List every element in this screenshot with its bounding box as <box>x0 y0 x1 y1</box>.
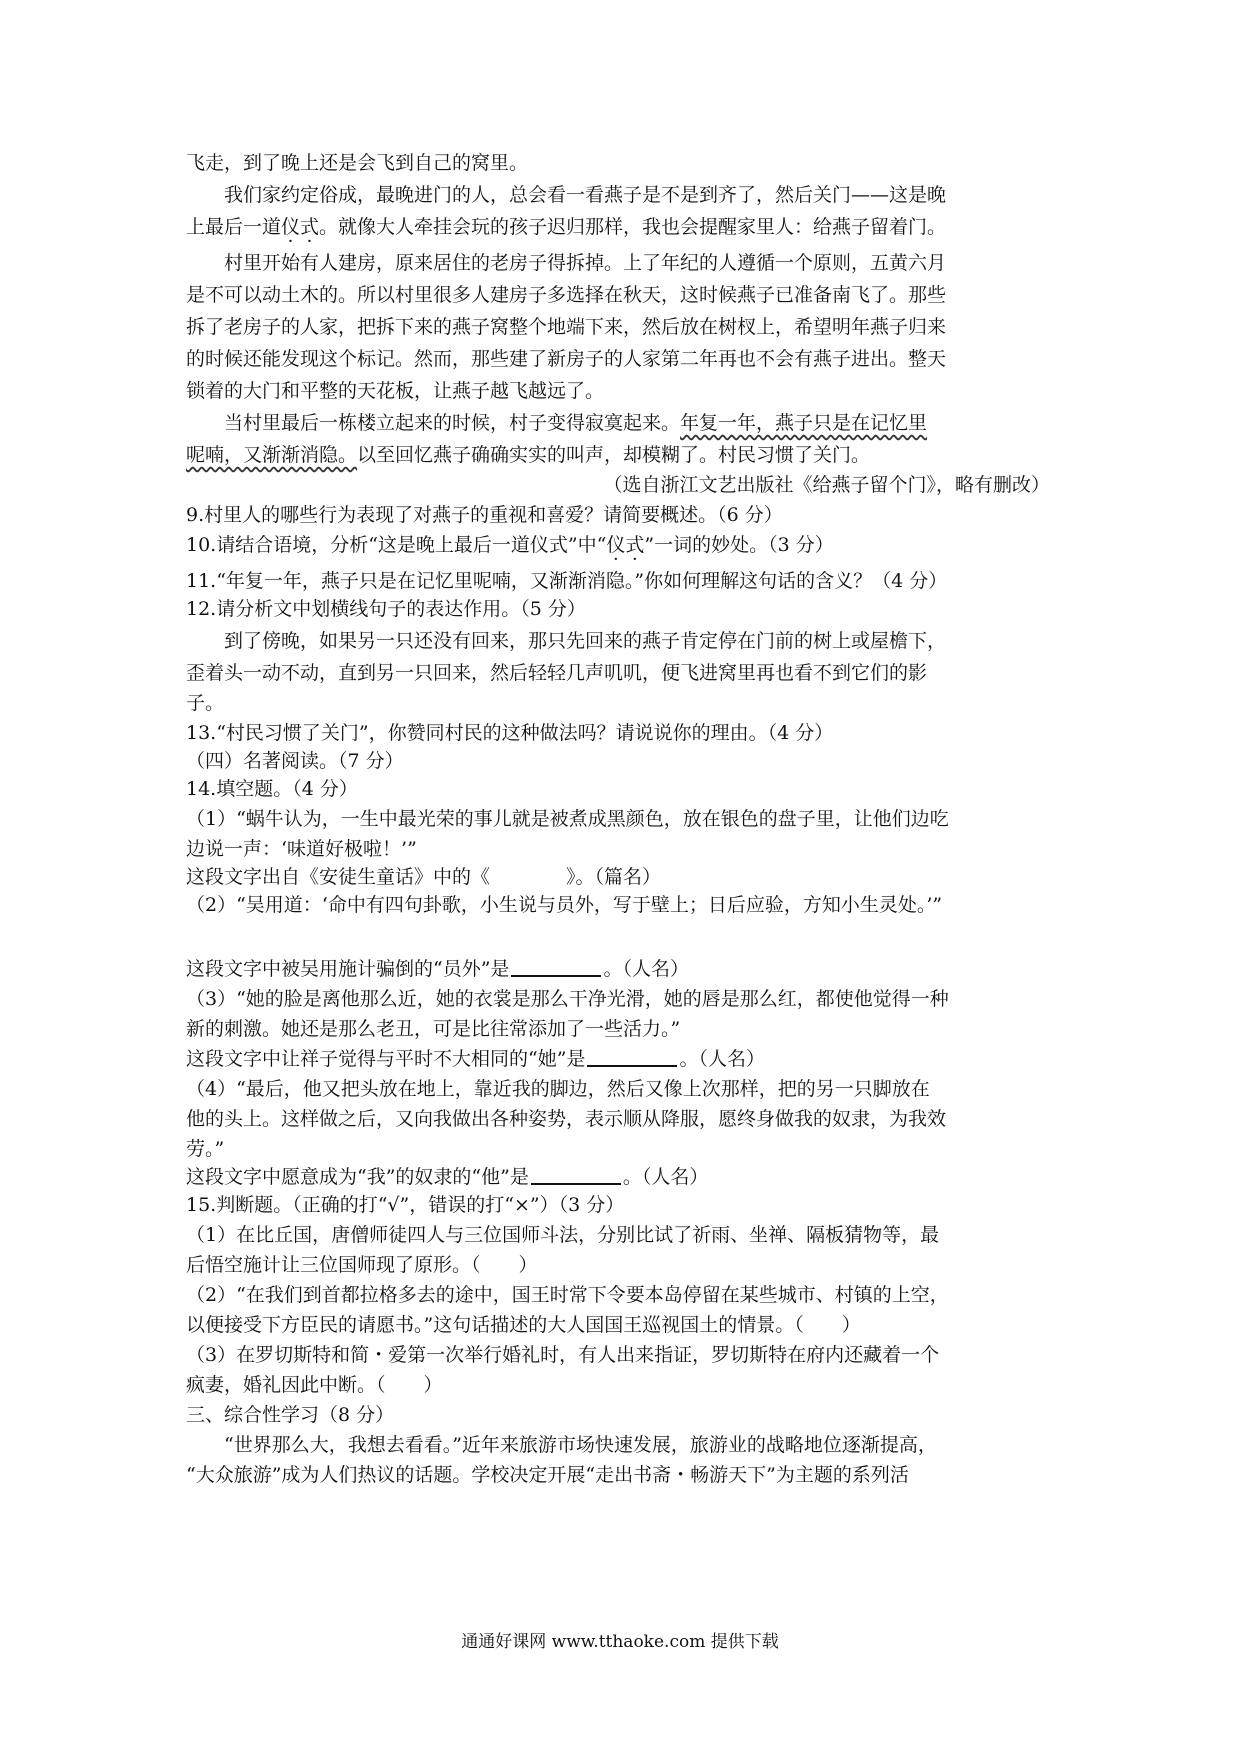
passage-line: 是不可以动土木的。所以村里很多人建房子多选择在秋天，这时候燕子已准备南飞了。那些 <box>186 284 947 306</box>
emphasis-char: 仪 <box>281 216 301 238</box>
passage-line: 飞走，到了晚上还是会飞到自己的窝里。 <box>186 152 529 174</box>
question-14-4: 劳。” <box>186 1138 225 1160</box>
question-15-1: 后悟空施计让三位国师现了原形。（ ） <box>186 1254 538 1276</box>
question-14-3: （3）“她的脸是离他那么近，她的衣裳是那么干净光滑，她的唇是那么红，都使他觉得一种 <box>186 988 949 1010</box>
passage-line: 村里开始有人建房，原来居住的老房子得拆掉。上了年纪的人遵循一个原则，五黄六月 <box>224 252 947 274</box>
passage-line: 拆了老房子的人家，把拆下来的燕子窝整个地端下来，然后放在树杈上，希望明年燕子归来 <box>186 316 947 338</box>
answer-blank[interactable] <box>531 1165 621 1185</box>
question-14-3: 新的刺激。她还是那么老丑，可是比往常添加了一些活力。” <box>186 1018 681 1040</box>
question-10 <box>186 532 834 558</box>
underlined-sentence: 年复一年，燕子只是在记忆里 <box>680 412 928 434</box>
question-14: 14.填空题。（4 分） <box>186 778 358 800</box>
text-span: 。（人名） <box>603 958 689 980</box>
question-14-1: 边说一声：‘味道好极啦！’” <box>186 838 417 860</box>
passage-line <box>186 410 927 436</box>
underlined-sentence: 呢喃，又渐渐消隐。 <box>186 444 358 466</box>
question-15-3: 疯妻，婚礼因此中断。（ ） <box>186 1374 443 1396</box>
question-14-4: 他的头上。这样做之后，又向我做出各种姿势，表示顺从降服，愿终身做我的奴隶，为我效 <box>186 1108 947 1130</box>
question-11: 11.“年复一年，燕子只是在记忆里呢喃，又渐渐消隐。”你如何理解这句话的含义？（4 分） <box>186 570 948 592</box>
inserted-paragraph: 子。 <box>186 692 225 714</box>
question-15: 15.判断题。（正确的打“√”，错误的打“×”）（3 分） <box>186 1194 625 1216</box>
text-span: ”一词的妙处。（3 分） <box>644 534 834 556</box>
passage-line: 我们家约定俗成，最晚进门的人，总会看一看燕子是不是到齐了，然后关门——这是晚 <box>224 184 947 206</box>
answer-blank[interactable] <box>587 1047 677 1067</box>
section-heading: 三、综合性学习（8 分） <box>186 1404 395 1426</box>
question-14-2 <box>186 956 689 982</box>
text-span: 这段文字中让祥子觉得与平时不大相同的“她”是 <box>186 1048 586 1070</box>
question-14-1: 这段文字出自《安徒生童话》中的《 》。（篇名） <box>186 866 662 888</box>
question-15-3: （3）在罗切斯特和简・爱第一次举行婚礼时，有人出来指证，罗切斯特在府内还藏着一个 <box>186 1344 940 1366</box>
text-span: 以至回忆燕子确确实实的叫声，却模糊了。村民习惯了关门。 <box>357 444 871 466</box>
text-span: 这段文字中被吴用施计骗倒的“员外”是 <box>186 958 510 980</box>
emphasis-char: 式 <box>625 534 645 556</box>
emphasis-char: 式 <box>300 216 320 238</box>
question-9: 9.村里人的哪些行为表现了对燕子的重视和喜爱？请简要概述。（6 分） <box>186 504 783 526</box>
passage-line <box>186 214 946 240</box>
passage-line: 的时候还能发现这个标记。然而，那些建了新房子的人家第二年再也不会有燕子进出。整天 <box>186 348 947 370</box>
footer-watermark: 通通好课网 www.tthaoke.com 提供下载 <box>461 1632 779 1652</box>
answer-blank[interactable] <box>511 957 601 977</box>
question-15-2: （2）“在我们到首都拉格多去的途中，国王时常下令要本岛停留在某些城市、村镇的上空， <box>186 1284 949 1306</box>
source-citation: （选自浙江文艺出版社《给燕子留个门》，略有删改） <box>603 474 1050 496</box>
question-14-1: （1）“蜗牛认为，一生中最光荣的事儿就是被煮成黑颜色，放在银色的盘子里，让他们边吃 <box>186 808 949 830</box>
text-span: 当村里最后一栋楼立起来的时候，村子变得寂寞起来。 <box>224 412 681 434</box>
text-span: 10.请结合语境，分析“这是晚上最后一道仪式”中“ <box>186 534 607 556</box>
text-span: 。（人名） <box>622 1166 709 1188</box>
passage-line: 锁着的大门和平整的天花板，让燕子越飞越远了。 <box>186 380 605 402</box>
text-span: 上最后一道 <box>186 216 282 238</box>
question-14-3 <box>186 1046 765 1072</box>
emphasis-char: 仪 <box>606 534 626 556</box>
question-15-2: 以便接受下方臣民的请愿书。”这句话描述的大人国国王巡视国土的情景。（ ） <box>186 1314 861 1336</box>
section-heading: （四）名著阅读。（7 分） <box>186 750 404 772</box>
question-14-4: （4）“最后，他又把头放在地上，靠近我的脚边，然后又像上次那样，把的另一只脚放在 <box>186 1078 930 1100</box>
inserted-paragraph: 歪着头一动不动，直到另一只回来，然后轻轻几声叽叽，便飞进窝里再也看不到它们的影 <box>186 662 928 684</box>
passage-line <box>186 442 870 468</box>
question-15-1: （1）在比丘国，唐僧师徒四人与三位国师斗法，分别比试了祈雨、坐禅、隔板猜物等，最 <box>186 1224 940 1246</box>
text-span: 。（人名） <box>679 1048 765 1070</box>
text-span: 。就像大人牵挂会玩的孩子迟归那样，我也会提醒家里人：给燕子留着门。 <box>319 216 947 238</box>
inserted-paragraph: 到了傍晚，如果另一只还没有回来，那只先回来的燕子肯定停在门前的树上或屋檐下， <box>224 630 947 652</box>
question-13: 13.“村民习惯了关门”，你赞同村民的这种做法吗？请说说你的理由。（4 分） <box>186 722 834 744</box>
intro-paragraph: “世界那么大，我想去看看。”近年来旅游市场快速发展，旅游业的战略地位逐渐提高， <box>224 1434 937 1456</box>
text-span: 这段文字中愿意成为“我”的奴隶的“他”是 <box>186 1166 529 1188</box>
intro-paragraph: “大众旅游”成为人们热议的话题。学校决定开展“走出书斋・畅游天下”为主题的系列活 <box>186 1464 909 1486</box>
question-14-4 <box>186 1164 708 1190</box>
question-14-2: （2）“吴用道：‘命中有四句卦歌，小生说与员外，写于壁上；日后应验，方知小生灵处。’” <box>186 894 943 916</box>
question-12: 12.请分析文中划横线句子的表达作用。（5 分） <box>186 598 586 620</box>
